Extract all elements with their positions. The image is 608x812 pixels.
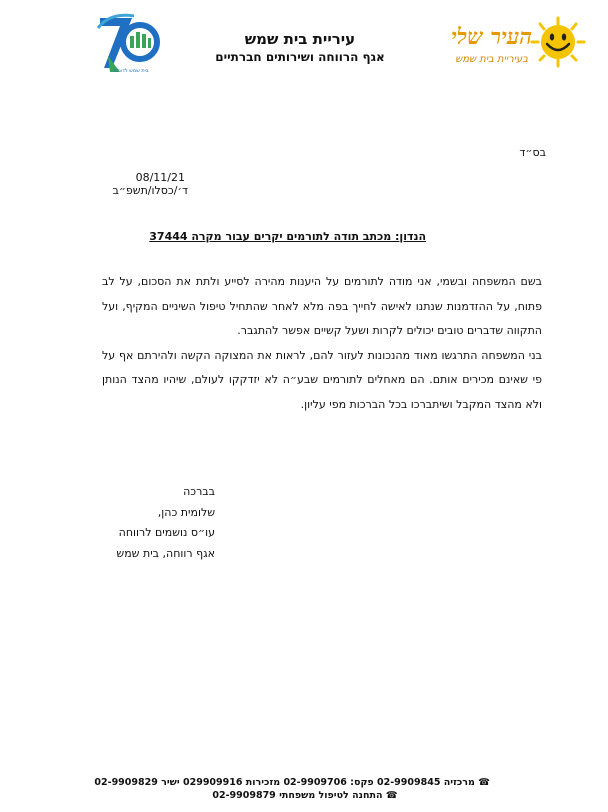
logo-text: העיר שלי xyxy=(451,24,532,50)
logo-caption: בית שמש לדורות xyxy=(113,68,149,74)
municipality-title: עיריית בית שמש xyxy=(244,30,356,48)
anniversary-logo xyxy=(90,8,162,80)
body-paragraph: בני המשפחה התרגשו מאוד מהנכונות לעזור להם, לראות את המצוקה הקשה ולהירתם אף על פי שאינם מכירים אותם. הם מאחלים לתורמים שבע״ה לא יזדקקו לעולם, שיהיו מהצד הנותן ולא מהצד המקבל ושיתברכו בכל הברכות מפי עליון. xyxy=(102,348,542,411)
signer-name: שלומית כהן, xyxy=(157,505,215,519)
signer-dept: אגף רווחה, בית שמש xyxy=(116,546,215,560)
signer-role: עו״ס נושמים לרווחה xyxy=(118,526,215,539)
date-gregorian: 08/11/21 xyxy=(135,171,185,184)
footer-contacts: ☎ מרכזיה 02-9909845 פקס: 02-9909706 מזכירות 029909916 ישיר 02-9909829 xyxy=(94,777,490,788)
letter-subject: הנדון: מכתב תודה לתורמים יקרים עבור מקרה 37444 xyxy=(149,230,426,243)
footer-family-center: ☎ התחנה לטיפול משפחתי 02-9909879 xyxy=(212,790,398,801)
date-hebrew: ד׳/כסלו/תשפ״ב xyxy=(112,184,188,197)
signature-block xyxy=(116,482,215,564)
logo-tagline: בעיריית בית שמש xyxy=(455,54,528,65)
basad-header: בס״ד xyxy=(519,146,546,159)
department-subtitle: אגף הרווחה ושירותים חברתיים xyxy=(215,50,385,64)
closing: בברכה xyxy=(183,485,215,498)
letter-body xyxy=(102,270,542,418)
body-paragraph: בשם המשפחה ובשמי, אני מודה לתורמים על היענות מהירה לסייע ולתת את הסכום, על לב פתוח, על ההזדמנות שנתנו לאישה לחייך בפה מלא לאחר שהתחיל טיפול השיניים המקיף, ועל התקווה שדברים טובים יכולים לקרות ושעל קשיים אפשר להתגבר. xyxy=(102,275,542,338)
city-logo xyxy=(428,14,588,78)
